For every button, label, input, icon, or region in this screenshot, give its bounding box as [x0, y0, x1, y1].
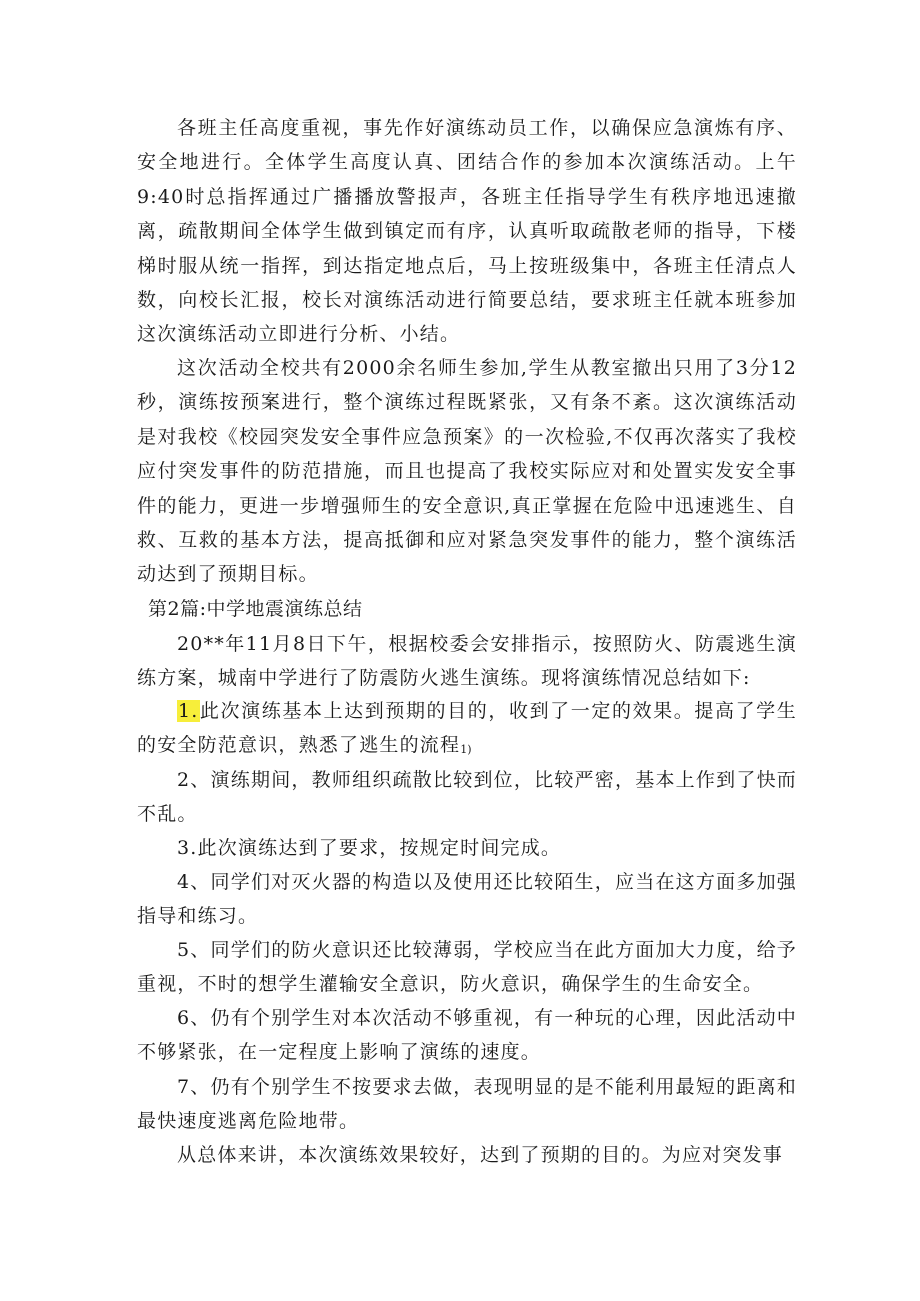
list-item-6: 6、仍有个别学生对本次活动不够重视，有一种玩的心理，因此活动中不够紧张，在一定程度上影响了演练的速度。: [137, 1007, 797, 1064]
list-item-5: 5、同学们的防火意识还比较薄弱，学校应当在此方面加大力度，给予重视，不时的想学生灌输安全意识，防火意识，确保学生的生命安全。: [137, 939, 797, 996]
paragraph-closing: 从总体来讲，本次演练效果较好，达到了预期的目的。为应对突发事: [177, 1144, 784, 1166]
list-item-2: 2、演练期间，教师组织疏散比较到位，比较严密，基本上作到了快而不乱。: [137, 769, 797, 826]
paragraph-intro: 20**年11月8日下午，根据校委会安排指示，按照防火、防震逃生演练方案，城南中学进行了防震防火逃生演练。现将演练情况总结如下:: [137, 633, 797, 690]
list-item-3: 3.此次演练达到了要求，按规定时间完成。: [177, 837, 562, 859]
list-item-7: 7、仍有个别学生不按要求去做，表现明显的是不能利用最短的距离和最快速度逃离危险地带。: [137, 1076, 797, 1133]
list-item-1: [137, 694, 797, 768]
highlighted-number: 1.: [178, 700, 199, 722]
footnote-mark: 1): [460, 743, 472, 757]
section-heading: 第2篇:中学地震演练总结: [148, 598, 363, 620]
list-item-4: 4、同学们对灭火器的构造以及使用还比较陌生，应当在这方面多加强指导和练习。: [137, 871, 797, 928]
paragraph-evacuation-process: 各班主任高度重视，事先作好演练动员工作，以确保应急演炼有序、安全地进行。全体学生高度认真、团结合作的参加本次演练活动。上午9:40时总指挥通过广播播放警报声，各班主任指导学生有秩序地迅速撤离，疏散期间全体学生做到镇定而有序，认真听取疏散老师的指导，下楼梯时服从统一指挥，到达指定地点后，马上按班级集中，各班主任清点人数，向校长汇报，校长对演练活动进行简要总结，要求班主任就本班参加这次演练活动立即进行分析、小结。: [137, 117, 797, 346]
list-item-1-text: 此次演练基本上达到预期的目的，收到了一定的效果。提高了学生的安全防范意识，熟悉了逃生的流程: [137, 700, 797, 757]
paragraph-drill-results: 这次活动全校共有2000余名师生参加,学生从教室撤出只用了3分12秒，演练按预案进行，整个演练过程既紧张，又有条不紊。这次演练活动是对我校《校园突发安全事件应急预案》的一次检验,不仅再次落实了我校应付突发事件的防范措施，而且也提高了我校实际应对和处置实发安全事件的能力，更进一步增强师生的安全意识,真正掌握在危险中迅速逃生、自救、互救的基本方法，提高抵御和应对紧急突发事件的能力，整个演练活动达到了预期目标。: [137, 357, 797, 586]
